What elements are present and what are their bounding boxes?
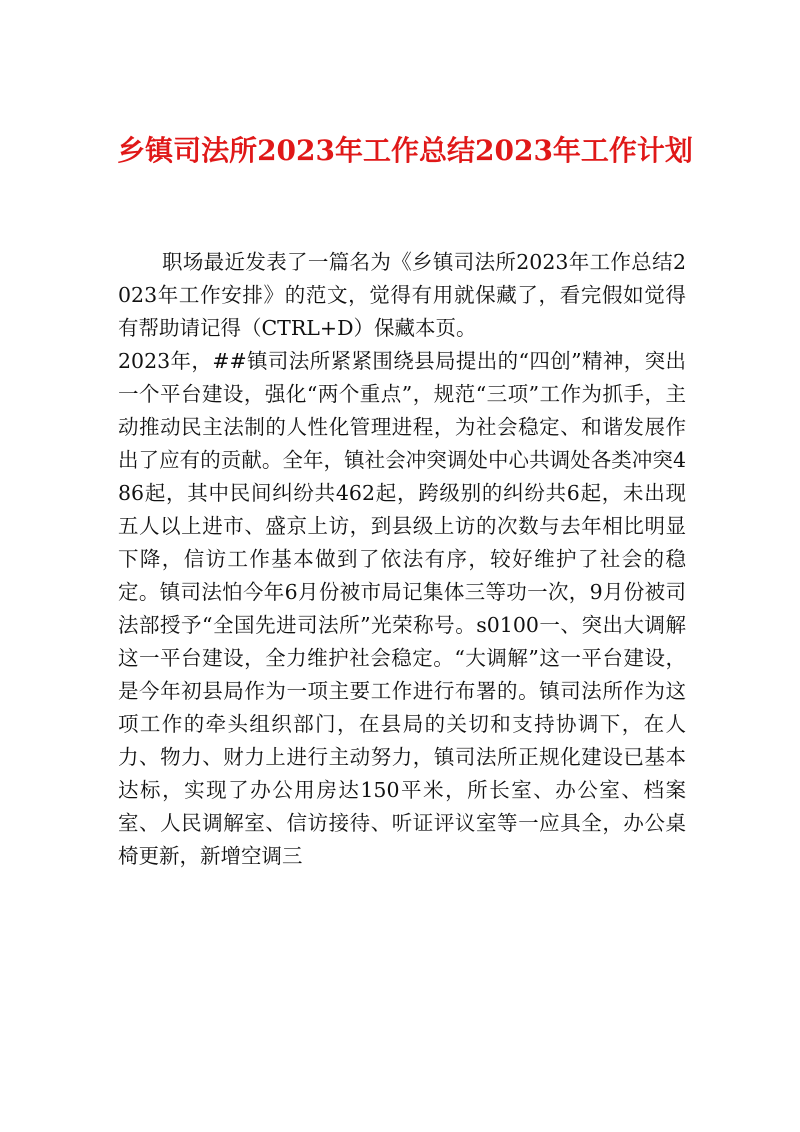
intro-paragraph: 职场最近发表了一篇名为《乡镇司法所2023年工作总结2023年工作安排》的范文，觉得有用就保藏了，看完假如觉得有帮助请记得（CTRL+D）保藏本页。 bbox=[118, 250, 686, 340]
document-body bbox=[118, 246, 686, 873]
document-title: 乡镇司法所2023年工作总结2023年工作计划 bbox=[117, 134, 693, 167]
main-paragraph: 2023年，##镇司法所紧紧围绕县局提出的“四创”精神，突出一个平台建设，强化“两个重点”，规范“三项”工作为抓手，主动推动民主法制的人性化管理进程，为社会稳定、和谐发展作出了应有的贡献。全年，镇社会冲突调处中心共调处各类冲突486起，其中民间纠纷共462起，跨级别的纠纷共6起，未出现五人以上进市、盛京上访，到县级上访的次数与去年相比明显下降，信访工作基本做到了依法有序，较好维护了社会的稳定。镇司法怕今年6月份被市局记集体三等功一次，9月份被司法部授予“全国先进司法所”光荣称号。s0100一、突出大调解这一平台建设，全力维护社会稳定。“大调解”这一平台建设，是今年初县局作为一项主要工作进行布署的。镇司法所作为这项工作的牵头组织部门，在县局的关切和支持协调下，在人力、物力、财力上进行主动努力，镇司法所正规化建设已基本达标，实现了办公用房达150平米，所长室、办公室、档案室、人民调解室、信访接待、听证评议室等一应具全，办公桌椅更新，新增空调三 bbox=[118, 349, 686, 868]
